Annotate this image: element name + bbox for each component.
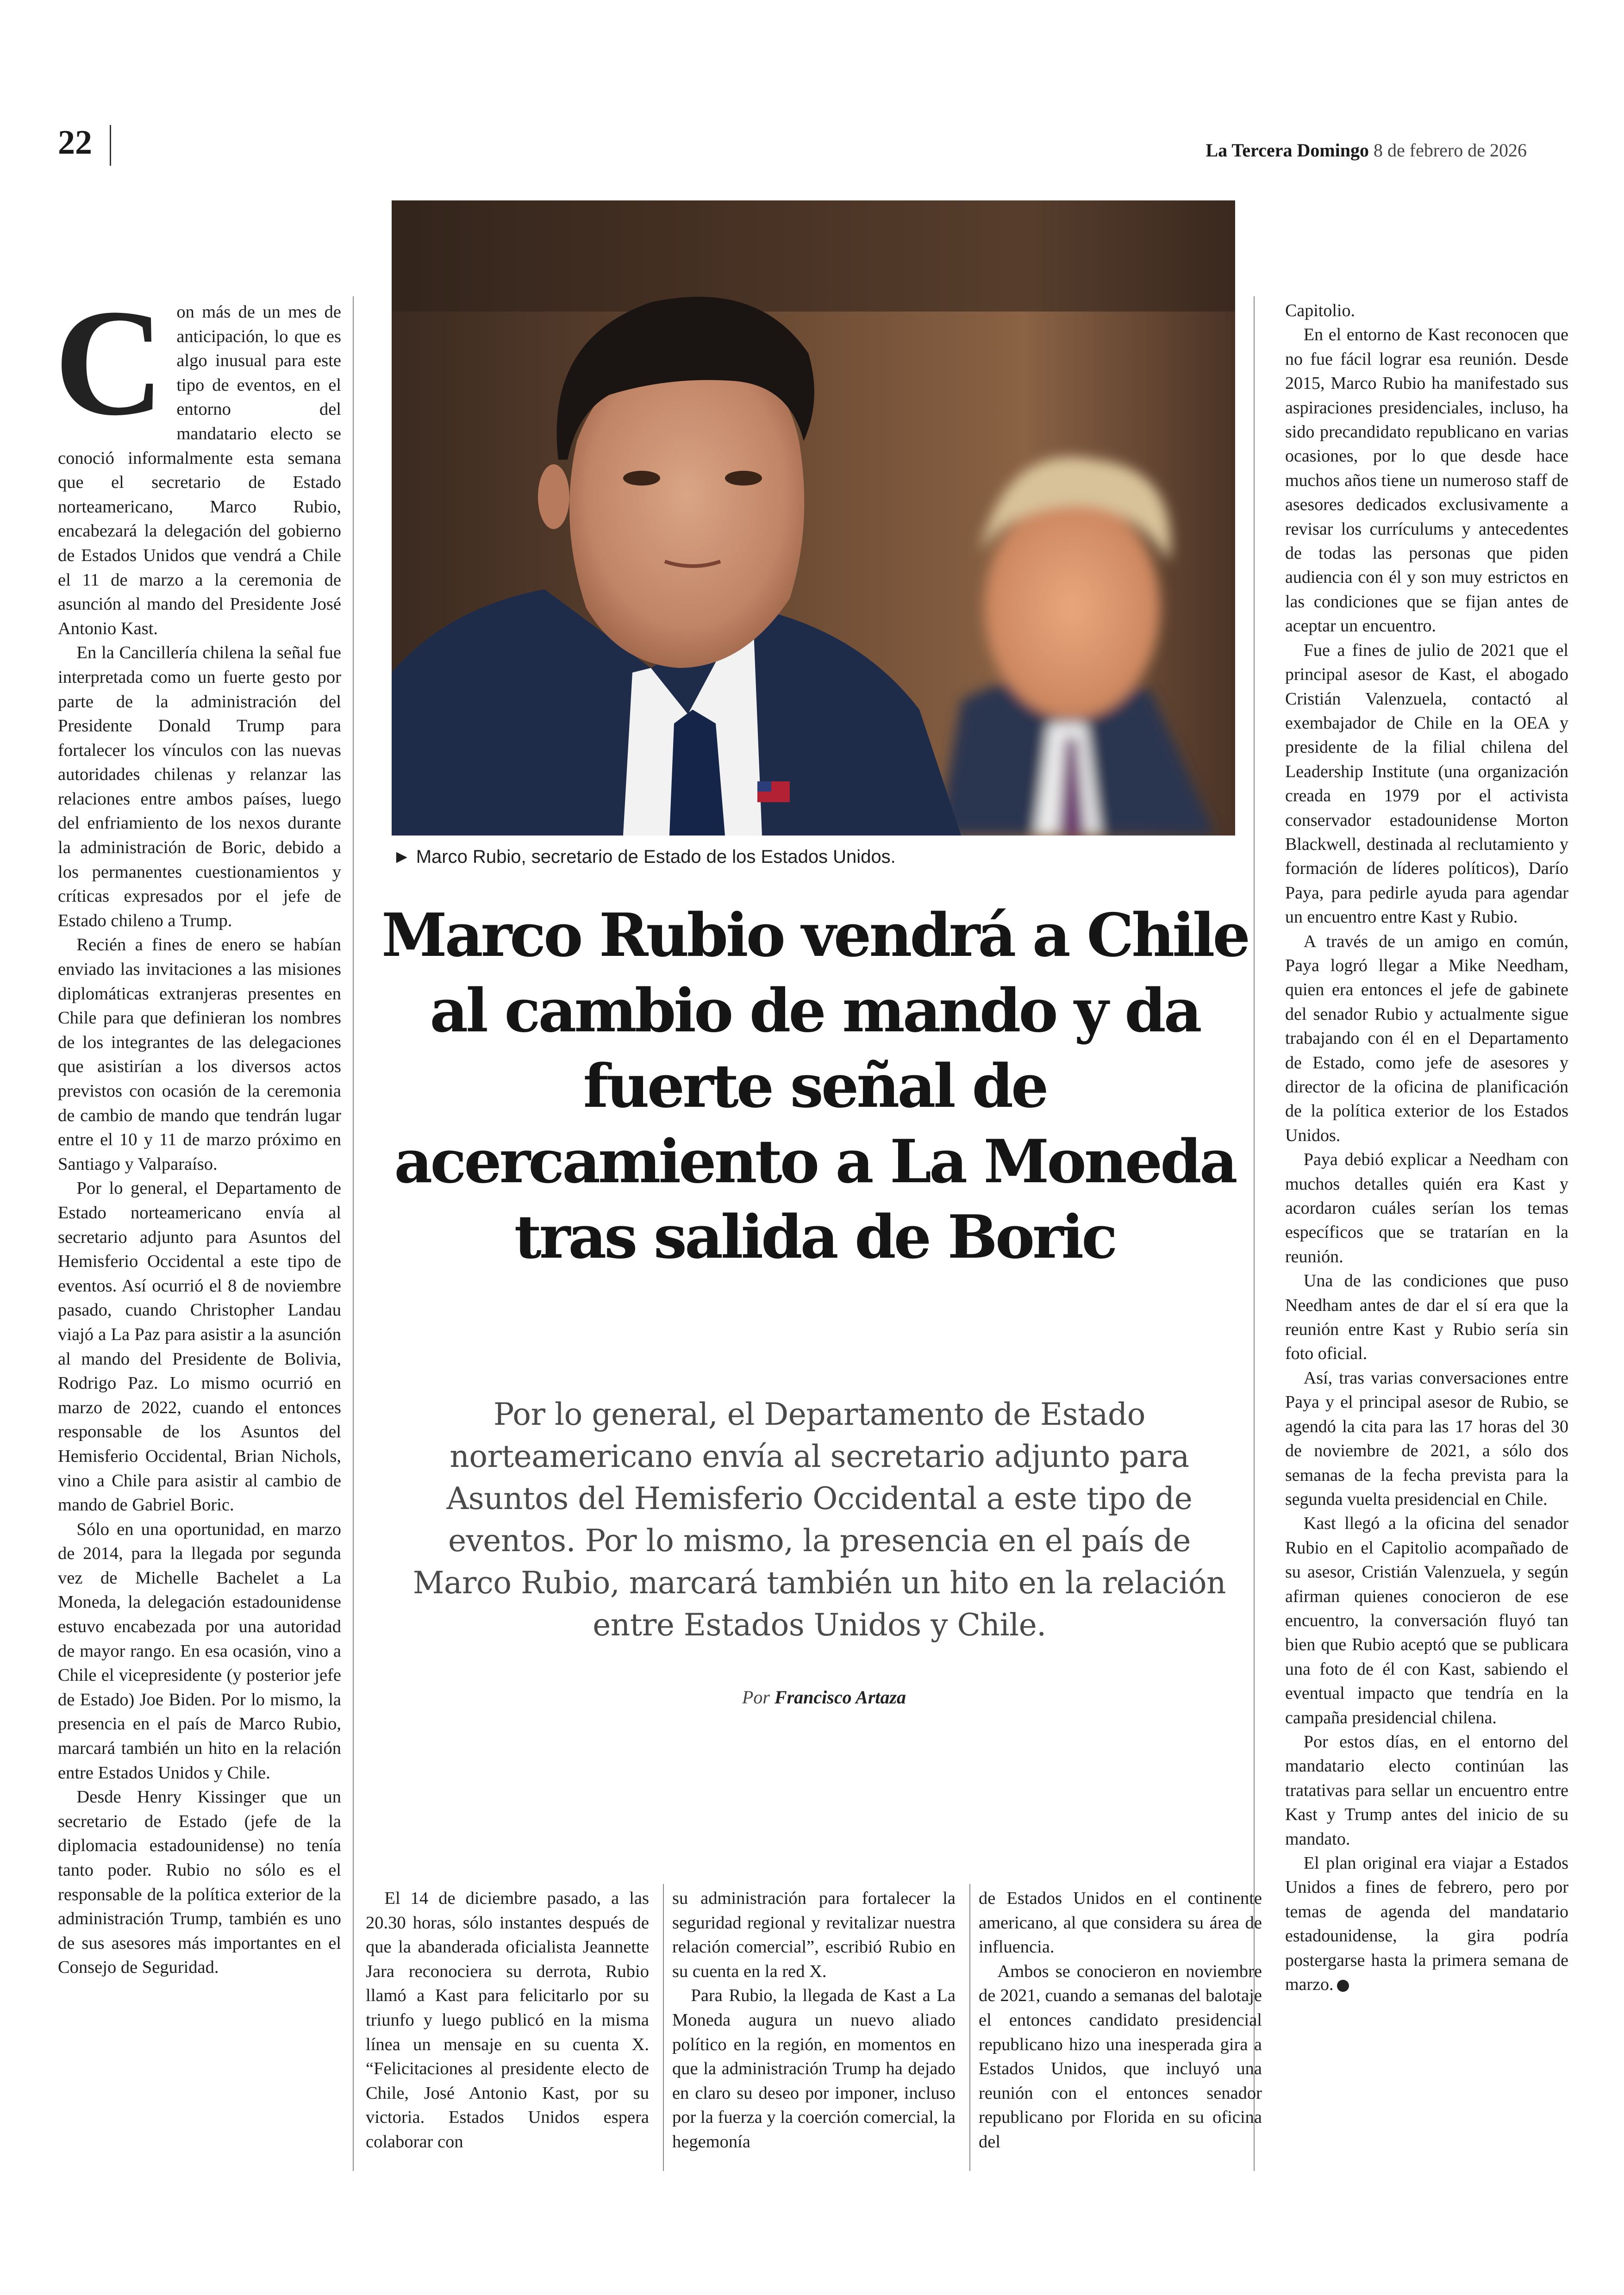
article-paragraph: Ambos se conocieron en noviembre de 2021, cuando a semanas del balotaje el entonces candidato presidencial republicano hizo una inesperada gira a Estados Unidos, que incluyó una reunión con el entonces senador republicano por Florida en su oficina del <box>979 1961 1262 2152</box>
masthead <box>1206 139 1527 162</box>
article-paragraph: En la Cancillería chilena la señal fue interpretada como un fuerte gesto por parte de la administración del Presidente Donald Trump para fortalecer los vínculos con las nuevas autoridades chilenas y relanzar las relaciones entre ambos países, luego del enfriamiento de los nexos durante la administración de Boric, debido a los permanentes cuestionamientos y críticas expresados por el jefe de Estado chileno a Trump. <box>58 643 341 930</box>
article-column-4 <box>979 1886 1262 2154</box>
page-number: 22 <box>58 124 92 162</box>
header-divider <box>110 125 111 166</box>
article-paragraph: Así, tras varias conversaciones entre Paya y el principal asesor de Rubio, se agendó la cita para las 17 horas del 30 de noviembre de 2021, a sólo dos semanas de la fecha prevista para la segunda vuelta presidencial en Chile. <box>1285 1368 1568 1509</box>
article-paragraph <box>1285 1851 1568 1996</box>
column-rule-left <box>353 296 354 2171</box>
article-paragraph: Recién a fines de enero se habían enviado las invitaciones a las misiones diplomáticas extranjeras presentes en Chile para que definieran los nombres de los integrantes de las delegaciones que asistirían a los diversos actos previstos con ocasión de la ceremonia de cambio de mando que tendrán lugar entre el 10 y 11 de marzo próximo en Santiago y Valparaíso. <box>58 935 341 1174</box>
article-paragraph: Fue a fines de julio de 2021 que el principal asesor de Kast, el abogado Cristián Valenzuela, contactó al exembajador de Chile en la OEA y presidente de la filial chilena del Leadership Institute (una organización creada en 1979 por el activista conservador estadounidense Morton Blackwell, destinada al reclutamiento y formación de líderes políticos), Darío Paya, para pedirle ayuda para agendar un encuentro entre Kast y Rubio. <box>1285 640 1568 927</box>
byline-prefix: Por <box>742 1687 770 1708</box>
article-paragraph: Una de las condiciones que puso Needham antes de dar el sí era que la reunión entre Kast y Rubio sería sin foto oficial. <box>1285 1271 1568 1364</box>
byline-author: Francisco Artaza <box>774 1687 906 1708</box>
article-paragraph: Sólo en una oportunidad, en marzo de 2014, para la llegada por segunda vez de Michelle Bachelet a La Moneda, la delegación estadounidense estuvo encabezada por una autoridad de mayor rango. En esa ocasión, vino a Chile el vicepresidente (y posterior jefe de Estado) Joe Biden. Por lo mismo, la presencia en el país de Marco Rubio, marcará también un hito en la relación entre Estados Unidos y Chile. <box>58 1519 341 1783</box>
article-paragraph: Capitolio. <box>1285 301 1355 320</box>
article-paragraph: Para Rubio, la llegada de Kast a La Moneda augura un nuevo aliado político en la región, en momentos en que la administración Trump ha dejado en claro su deseo por imponer, incluso por la fuerza y la coerción comercial, la hegemonía <box>672 1986 956 2152</box>
article-column-5 <box>1285 299 1568 1996</box>
article-column-1 <box>54 278 341 1980</box>
issue-date: 8 de febrero de 2026 <box>1374 140 1527 161</box>
article-paragraph: de Estados Unidos en el continente americano, al que considera su área de influencia. <box>979 1889 1262 1957</box>
deck: Por lo general, el Departamento de Estado norteamericano envía al secretario adjunto para Asuntos del Hemisferio Occidental a este tipo de eventos. Por lo mismo, la presencia en el país de Marco Rubio, marcará también un hito en la relación entre Estados Unidos y Chile. <box>412 1397 1226 1643</box>
column-rule-bottom-2 <box>969 1884 970 2171</box>
article-paragraph: su administración para fortalecer la seguridad regional y revitalizar nuestra relación comercial”, escribió Rubio en su cuenta en la red X. <box>672 1889 956 1981</box>
column-rule-bottom-1 <box>663 1884 664 2171</box>
article-paragraph: Kast llegó a la oficina del senador Rubio en el Capitolio acompañado de su asesor, Cristián Valenzuela, y según afirman quienes conocieron de ese encuentro, la conversación fluyó tan bien que Rubio aceptó que se publicara una foto de él con Kast, sabiendo el eventual impacto que tendría en la campaña presidencial chilena. <box>1285 1514 1568 1727</box>
headline: Marco Rubio vendrá a Chile al cambio de mando y da fuerte señal de acercamiento a La Moneda tras salida de Boric <box>381 901 1248 1272</box>
publication-name: La Tercera Domingo <box>1206 140 1369 161</box>
article-paragraph: Desde Henry Kissinger que un secretario de Estado (jefe de la diplomacia estadounidense) no tenía tanto poder. Rubio no sólo es el responsable de la política exterior de la administración Trump, también es uno de sus asesores más importantes en el Consejo de Seguridad. <box>58 1787 341 1977</box>
article-column-2 <box>366 1886 649 2154</box>
article-paragraph: A través de un amigo en común, Paya logró llegar a Mike Needham, quien era entonces el jefe de gabinete del senador Rubio y actualmente sigue trabajando con él en el Departamento de Estado, como jefe de asesores y director de la oficina de planificación de la política exterior de los Estados Unidos. <box>1285 931 1568 1145</box>
photo-caption: ► Marco Rubio, secretario de Estado de los Estados Unidos. <box>393 847 896 867</box>
end-of-article-icon: ● <box>1337 1980 1349 1992</box>
article-column-3 <box>672 1886 956 2154</box>
photo-illustration <box>392 200 1235 836</box>
article-paragraph: Paya debió explicar a Needham con muchos detalles quién era Kast y acordaron cuáles serían los temas específicos que se tratarían en la reunión. <box>1285 1150 1568 1266</box>
paragraph-text: on más de un mes de anticipación, lo que es algo inusual para este tipo de eventos, en el entorno del mandatario electo se conoció informalmente esta semana que el secretario de Estado norteamericano, Marco Rubio, encabezará la delegación del gobierno de Estados Unidos que vendrá a Chile el 11 de marzo a la ceremonia de asunción al mando del Presidente José Antonio Kast. <box>58 302 341 638</box>
article-paragraph: En el entorno de Kast reconocen que no fue fácil lograr esa reunión. Desde 2015, Marco Rubio ha manifestado sus aspiraciones presidenciales, incluso, ha sido precandidato republicano en varias ocasiones, por lo que desde hace muchos años tiene un numeroso staff de asesores dedicados exclusivamente a revisar los currículums y antecedentes de todas las personas que piden audiencia con él y son muy estrictos en las condiciones que se fijan antes de aceptar un encuentro. <box>1285 325 1568 636</box>
article-paragraph: El 14 de diciembre pasado, a las 20.30 horas, sólo instantes después de que la abanderada oficialista Jeannette Jara reconociera su derrota, Rubio llamó a Kast para felicitarlo por su triunfo y luego publicó en la misma línea un mensaje en su cuenta X. “Felicitaciones al presidente electo de Chile, José Antonio Kast, por su victoria. Estados Unidos espera colaborar con <box>366 1889 649 2152</box>
byline <box>694 1686 954 1709</box>
article-paragraph <box>54 278 341 641</box>
article-photo <box>392 200 1235 836</box>
drop-cap: C <box>54 278 165 447</box>
paragraph-text: El plan original era viajar a Estados Unidos a fines de febrero, pero por temas de agenda del mandatario estadounidense, la gira podría postergarse hasta la primera semana de marzo. <box>1285 1853 1568 1995</box>
article-paragraph: Por lo general, el Departamento de Estado norteamericano envía al secretario adjunto para Asuntos del Hemisferio Occidental a este tipo de eventos. Así ocurrió el 8 de noviembre pasado, cuando Christopher Landau viajó a La Paz para asistir a la asunción al mando del Presidente de Bolivia, Rodrigo Paz. Lo mismo ocurrió en marzo de 2022, cuando el entonces responsable de los Asuntos del Hemisferio Occidental, Brian Nichols, vino a Chile para asistir al cambio de mando de Gabriel Boric. <box>58 1179 341 1515</box>
article-paragraph: Por estos días, en el entorno del mandatario electo continúan las tratativas para sellar un encuentro entre Kast y Trump antes del inicio de su mandato. <box>1285 1732 1568 1849</box>
